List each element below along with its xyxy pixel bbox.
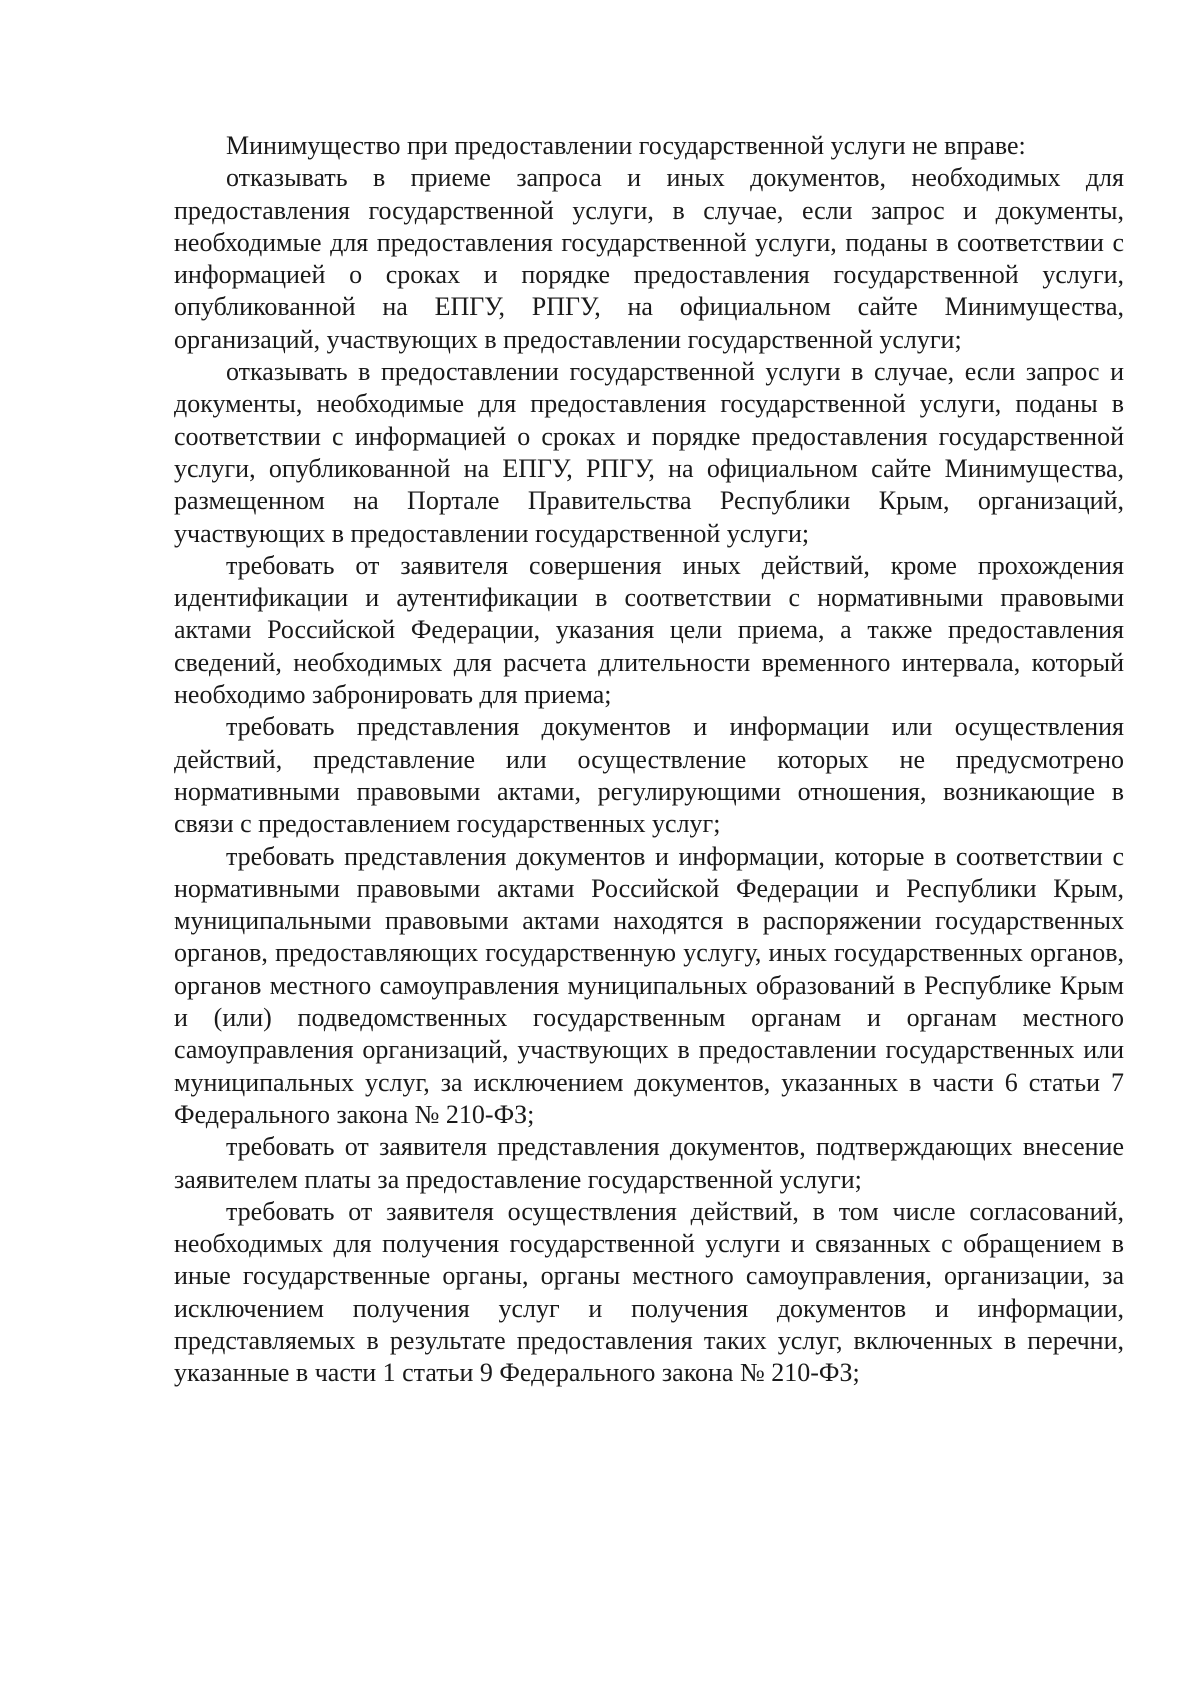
paragraph-require-unregulated-documents: требовать представления документов и информации или осуществления действий, представление или осуществление которых не предусмотрено нормативными правовыми актами, регулирующими отношения, возникающие в связи с предоставлением государственных услуг; <box>174 712 1124 839</box>
paragraph-require-payment-proof: требовать от заявителя представления документов, подтверждающих внесение заявителем платы за предоставление государственной услуги; <box>174 1132 1124 1194</box>
paragraph-refuse-acceptance: отказывать в приеме запроса и иных документов, необходимых для предоставления государственной услуги, в случае, если запрос и документы, необходимые для предоставления государственной услуги, поданы в соответствии с информацией о сроках и порядке предоставления государственной услуги, опубликованной на ЕПГУ, РПГУ, на официальном сайте Минимущества, организаций, участвующих в предоставлении государственной услуги; <box>174 163 1124 354</box>
paragraph-require-other-actions: требовать от заявителя совершения иных действий, кроме прохождения идентификации и аутентификации в соответствии с нормативными правовыми актами Российской Федерации, указания цели приема, а также предоставления сведений, необходимых для расчета длительности временного интервала, который необходимо забронировать для приема; <box>174 550 1124 710</box>
paragraph-refuse-provision: отказывать в предоставлении государственной услуги в случае, если запрос и документы, необходимые для предоставления государственной услуги, поданы в соответствии с информацией о сроках и порядке предоставления государственной услуги, опубликованной на ЕПГУ, РПГУ, на официальном сайте Минимущества, размещенном на Портале Правительства Республики Крым, организаций, участвующих в предоставлении государственной услуги; <box>174 357 1124 548</box>
paragraph-require-approvals: требовать от заявителя осуществления действий, в том числе согласований, необходимых для получения государственной услуги и связанных с обращением в иные государственные органы, органы местного самоуправления, организации, за исключением получения услуг и получения документов и информации, представляемых в результате предоставления таких услуг, включенных в перечни, указанные в части 1 статьи 9 Федерального закона № 210-ФЗ; <box>174 1196 1124 1388</box>
paragraph-require-agency-documents: требовать представления документов и информации, которые в соответствии с нормативными правовыми актами Российской Федерации и Республики Крым, муниципальными правовыми актами находятся в распоряжении государственных органов, предоставляющих государственную услугу, иных государственных органов, органов местного самоуправления муниципальных образований в Республике Крым и (или) подведомственных государственным органам и органам местного самоуправления организаций, участвующих в предоставлении государственных или муниципальных услуг, за исключением документов, указанных в части 6 статьи 7 Федерального закона № 210-ФЗ; <box>174 841 1124 1129</box>
document-body <box>174 130 1124 1390</box>
paragraph-intro: Минимущество при предоставлении государственной услуги не вправе: <box>226 131 1026 160</box>
